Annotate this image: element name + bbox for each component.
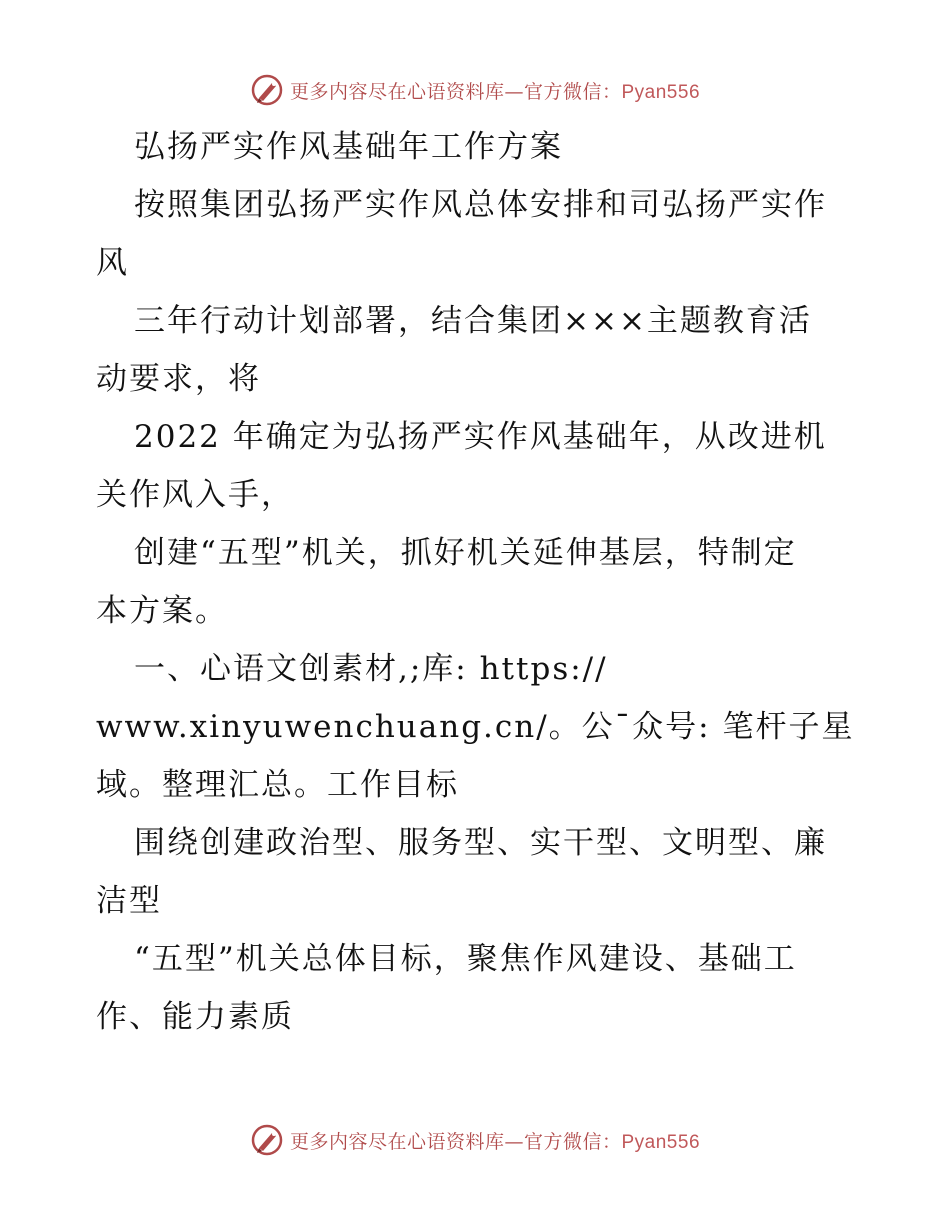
paragraph-line: 关作风入手，: [96, 477, 294, 513]
banner-separator: —: [504, 1130, 524, 1153]
header-banner: [0, 70, 950, 110]
paragraph-line: 按照集团弘扬严实作风总体安排和司弘扬严实作: [134, 187, 827, 223]
banner-separator: —: [504, 80, 524, 103]
paragraph-line: 风: [96, 245, 129, 281]
paragraph-line: 创建“五型”机关，抓好机关延伸基层，特制定: [134, 535, 797, 571]
banner-wechat-id: Pyan556: [621, 1131, 701, 1153]
paragraph-line: www.xinyuwenchuang.cn/。公¯众号: 笔杆子星: [96, 709, 855, 745]
banner-wechat-id: Pyan556: [621, 81, 701, 103]
document-title: 弘扬严实作风基础年工作方案: [134, 129, 563, 165]
document-body: [96, 118, 856, 1046]
paragraph-line: “五型”机关总体目标，聚焦作风建设、基础工: [134, 941, 797, 977]
paragraph-line: 2022 年确定为弘扬严实作风基础年，从改进机: [134, 419, 827, 455]
banner-text: [290, 1127, 700, 1154]
banner-site-text: 更多内容尽在心语资料库: [289, 80, 505, 103]
pen-logo-icon: [250, 73, 284, 107]
paragraph-line: 域。整理汇总。工作目标: [96, 767, 459, 803]
footer-banner: [0, 1120, 950, 1160]
paragraph-line: 围绕创建政治型、服务型、实干型、文明型、廉: [134, 825, 827, 861]
pen-logo-icon: [250, 1123, 284, 1157]
banner-site-text: 更多内容尽在心语资料库: [289, 1130, 505, 1153]
paragraph-line: 作、能力素质: [96, 999, 294, 1035]
paragraph-line: 洁型: [96, 883, 162, 919]
banner-wechat-label: 官方微信：: [523, 80, 622, 103]
paragraph-line: 三年行动计划部署，结合集团×××主题教育活: [134, 303, 812, 339]
banner-text: [290, 77, 700, 104]
paragraph-line: 本方案。: [96, 593, 228, 629]
banner-wechat-label: 官方微信：: [523, 1130, 622, 1153]
section-heading: 一、心语文创素材,;库: https://: [134, 651, 608, 687]
paragraph-line: 动要求，将: [96, 361, 261, 397]
